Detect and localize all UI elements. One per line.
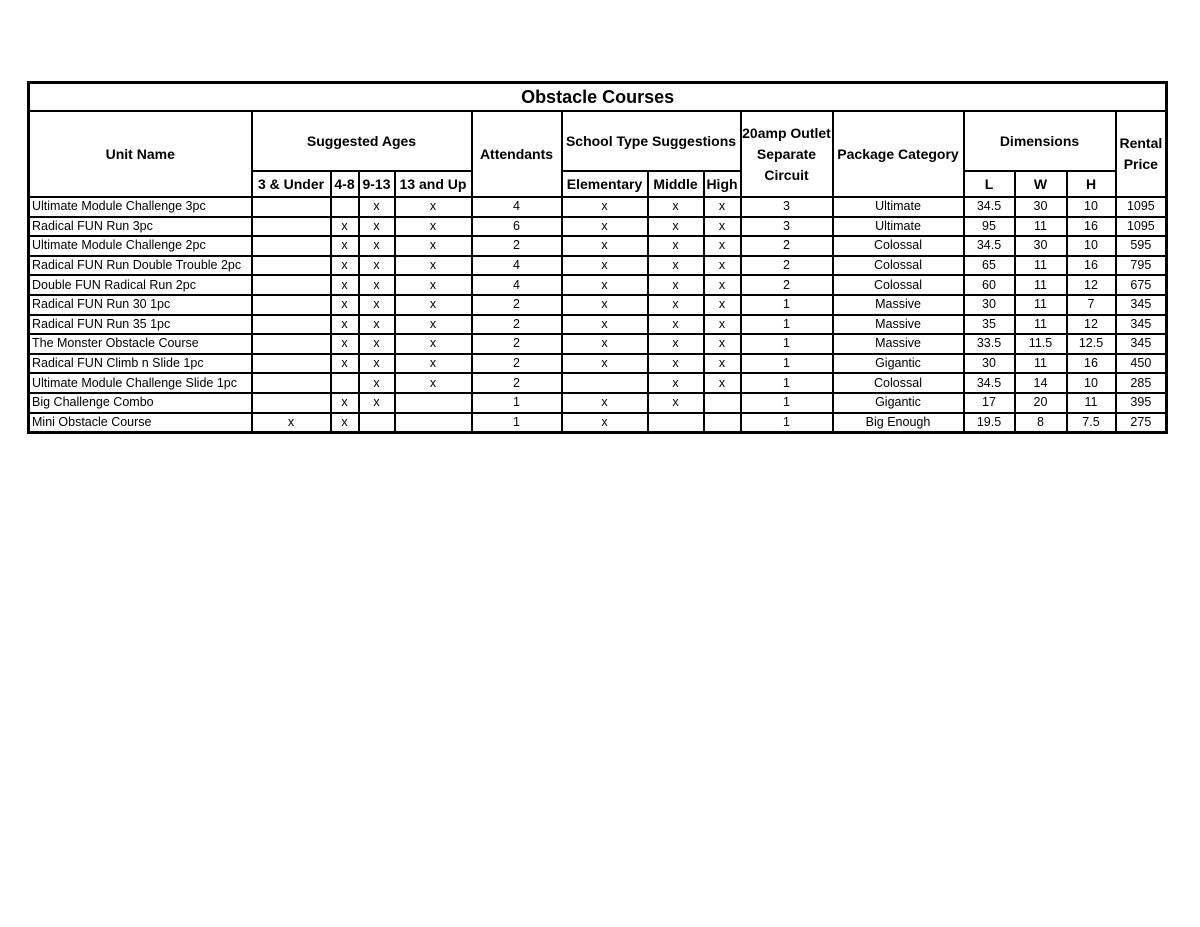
cell-age-9-13: x <box>359 393 395 413</box>
cell-outlet: 1 <box>741 354 833 374</box>
cell-H: 7.5 <box>1067 413 1116 433</box>
cell-age-3-under <box>252 217 331 237</box>
cell-elementary: x <box>562 197 648 217</box>
cell-package: Massive <box>833 295 964 315</box>
header-length: L <box>964 171 1015 197</box>
cell-package: Ultimate <box>833 217 964 237</box>
cell-outlet: 3 <box>741 197 833 217</box>
cell-W: 20 <box>1015 393 1067 413</box>
cell-name: Ultimate Module Challenge 2pc <box>29 236 252 256</box>
cell-age-3-under <box>252 236 331 256</box>
cell-L: 30 <box>964 354 1015 374</box>
cell-package: Colossal <box>833 256 964 276</box>
cell-W: 11 <box>1015 354 1067 374</box>
cell-name: The Monster Obstacle Course <box>29 334 252 354</box>
cell-outlet: 1 <box>741 413 833 433</box>
cell-middle <box>648 413 704 433</box>
table-row <box>29 393 1167 413</box>
cell-age-9-13: x <box>359 295 395 315</box>
cell-price: 275 <box>1116 413 1167 433</box>
cell-age-13-up: x <box>395 295 472 315</box>
cell-package: Gigantic <box>833 393 964 413</box>
cell-price: 285 <box>1116 373 1167 393</box>
cell-age-4-8: x <box>331 315 359 335</box>
cell-age-9-13: x <box>359 334 395 354</box>
cell-package: Colossal <box>833 275 964 295</box>
cell-age-3-under <box>252 393 331 413</box>
cell-age-4-8: x <box>331 413 359 433</box>
header-package-category: Package Category <box>833 111 964 197</box>
cell-elementary: x <box>562 393 648 413</box>
cell-age-13-up: x <box>395 315 472 335</box>
cell-L: 19.5 <box>964 413 1015 433</box>
cell-age-9-13: x <box>359 354 395 374</box>
cell-elementary <box>562 373 648 393</box>
cell-attendants: 1 <box>472 413 562 433</box>
cell-package: Massive <box>833 334 964 354</box>
cell-elementary: x <box>562 334 648 354</box>
cell-price: 675 <box>1116 275 1167 295</box>
cell-age-3-under <box>252 275 331 295</box>
cell-age-4-8: x <box>331 393 359 413</box>
cell-age-3-under <box>252 334 331 354</box>
table-row <box>29 373 1167 393</box>
cell-outlet: 3 <box>741 217 833 237</box>
cell-name: Mini Obstacle Course <box>29 413 252 433</box>
header-school-type: School Type Suggestions <box>562 111 741 171</box>
cell-attendants: 2 <box>472 295 562 315</box>
cell-price: 345 <box>1116 315 1167 335</box>
cell-name: Radical FUN Climb n Slide 1pc <box>29 354 252 374</box>
table-row <box>29 217 1167 237</box>
header-width: W <box>1015 171 1067 197</box>
cell-middle: x <box>648 236 704 256</box>
cell-package: Big Enough <box>833 413 964 433</box>
cell-age-4-8: x <box>331 275 359 295</box>
cell-L: 95 <box>964 217 1015 237</box>
cell-name: Radical FUN Run Double Trouble 2pc <box>29 256 252 276</box>
cell-high: x <box>704 275 741 295</box>
header-outlet: 20amp Outlet Separate Circuit <box>741 111 833 197</box>
cell-high: x <box>704 373 741 393</box>
cell-elementary: x <box>562 275 648 295</box>
cell-attendants: 1 <box>472 393 562 413</box>
cell-price: 1095 <box>1116 217 1167 237</box>
cell-L: 34.5 <box>964 197 1015 217</box>
cell-H: 16 <box>1067 354 1116 374</box>
cell-age-9-13: x <box>359 315 395 335</box>
header-age-9-13: 9-13 <box>359 171 395 197</box>
cell-H: 11 <box>1067 393 1116 413</box>
cell-age-3-under <box>252 373 331 393</box>
cell-L: 17 <box>964 393 1015 413</box>
table-row <box>29 354 1167 374</box>
cell-attendants: 6 <box>472 217 562 237</box>
cell-L: 65 <box>964 256 1015 276</box>
cell-age-13-up: x <box>395 197 472 217</box>
cell-W: 11.5 <box>1015 334 1067 354</box>
cell-H: 7 <box>1067 295 1116 315</box>
cell-middle: x <box>648 373 704 393</box>
cell-name: Double FUN Radical Run 2pc <box>29 275 252 295</box>
cell-outlet: 2 <box>741 256 833 276</box>
cell-price: 450 <box>1116 354 1167 374</box>
cell-elementary: x <box>562 295 648 315</box>
cell-age-4-8: x <box>331 256 359 276</box>
cell-high: x <box>704 197 741 217</box>
cell-age-9-13: x <box>359 256 395 276</box>
cell-middle: x <box>648 315 704 335</box>
cell-H: 16 <box>1067 256 1116 276</box>
cell-attendants: 4 <box>472 256 562 276</box>
cell-age-4-8 <box>331 373 359 393</box>
cell-age-3-under <box>252 197 331 217</box>
cell-high: x <box>704 334 741 354</box>
cell-age-13-up: x <box>395 256 472 276</box>
cell-W: 11 <box>1015 275 1067 295</box>
cell-H: 12 <box>1067 275 1116 295</box>
cell-high: x <box>704 354 741 374</box>
cell-name: Radical FUN Run 30 1pc <box>29 295 252 315</box>
cell-W: 30 <box>1015 197 1067 217</box>
cell-outlet: 1 <box>741 315 833 335</box>
cell-middle: x <box>648 256 704 276</box>
header-middle: Middle <box>648 171 704 197</box>
cell-age-3-under <box>252 315 331 335</box>
cell-age-13-up: x <box>395 373 472 393</box>
cell-high: x <box>704 217 741 237</box>
table-row <box>29 256 1167 276</box>
table-row <box>29 295 1167 315</box>
header-high: High <box>704 171 741 197</box>
cell-L: 30 <box>964 295 1015 315</box>
cell-package: Massive <box>833 315 964 335</box>
cell-age-3-under <box>252 295 331 315</box>
obstacle-courses-table <box>27 81 1168 434</box>
cell-H: 16 <box>1067 217 1116 237</box>
cell-outlet: 1 <box>741 373 833 393</box>
cell-attendants: 4 <box>472 197 562 217</box>
cell-age-13-up: x <box>395 354 472 374</box>
cell-L: 33.5 <box>964 334 1015 354</box>
cell-package: Ultimate <box>833 197 964 217</box>
cell-high: x <box>704 256 741 276</box>
header-elementary: Elementary <box>562 171 648 197</box>
cell-elementary: x <box>562 236 648 256</box>
cell-age-13-up: x <box>395 334 472 354</box>
cell-elementary: x <box>562 256 648 276</box>
header-attendants: Attendants <box>472 111 562 197</box>
header-age-3-under: 3 & Under <box>252 171 331 197</box>
cell-age-9-13: x <box>359 217 395 237</box>
table-body <box>29 197 1167 433</box>
cell-middle: x <box>648 275 704 295</box>
table-row <box>29 236 1167 256</box>
table-row <box>29 197 1167 217</box>
cell-price: 1095 <box>1116 197 1167 217</box>
cell-outlet: 1 <box>741 295 833 315</box>
cell-H: 10 <box>1067 236 1116 256</box>
cell-package: Colossal <box>833 373 964 393</box>
cell-H: 12 <box>1067 315 1116 335</box>
cell-attendants: 2 <box>472 236 562 256</box>
cell-age-9-13: x <box>359 236 395 256</box>
cell-L: 35 <box>964 315 1015 335</box>
table-row <box>29 413 1167 433</box>
cell-price: 345 <box>1116 334 1167 354</box>
table-title: Obstacle Courses <box>29 83 1167 112</box>
cell-age-4-8: x <box>331 354 359 374</box>
cell-age-13-up: x <box>395 217 472 237</box>
header-dimensions: Dimensions <box>964 111 1116 171</box>
cell-elementary: x <box>562 354 648 374</box>
cell-age-3-under: x <box>252 413 331 433</box>
cell-middle: x <box>648 354 704 374</box>
cell-name: Radical FUN Run 35 1pc <box>29 315 252 335</box>
cell-attendants: 2 <box>472 334 562 354</box>
cell-name: Ultimate Module Challenge 3pc <box>29 197 252 217</box>
cell-elementary: x <box>562 217 648 237</box>
cell-outlet: 2 <box>741 236 833 256</box>
cell-age-4-8: x <box>331 295 359 315</box>
cell-middle: x <box>648 197 704 217</box>
cell-name: Radical FUN Run 3pc <box>29 217 252 237</box>
cell-age-3-under <box>252 354 331 374</box>
cell-price: 345 <box>1116 295 1167 315</box>
cell-age-4-8: x <box>331 334 359 354</box>
cell-elementary: x <box>562 413 648 433</box>
cell-W: 11 <box>1015 217 1067 237</box>
cell-age-13-up: x <box>395 236 472 256</box>
cell-package: Colossal <box>833 236 964 256</box>
cell-age-13-up: x <box>395 275 472 295</box>
header-age-13-up: 13 and Up <box>395 171 472 197</box>
cell-package: Gigantic <box>833 354 964 374</box>
header-suggested-ages: Suggested Ages <box>252 111 472 171</box>
cell-name: Ultimate Module Challenge Slide 1pc <box>29 373 252 393</box>
cell-age-13-up <box>395 393 472 413</box>
cell-high <box>704 393 741 413</box>
cell-H: 10 <box>1067 197 1116 217</box>
cell-L: 34.5 <box>964 373 1015 393</box>
cell-W: 30 <box>1015 236 1067 256</box>
cell-price: 595 <box>1116 236 1167 256</box>
cell-high: x <box>704 295 741 315</box>
cell-W: 11 <box>1015 315 1067 335</box>
cell-high: x <box>704 315 741 335</box>
cell-age-9-13 <box>359 413 395 433</box>
cell-attendants: 2 <box>472 315 562 335</box>
cell-outlet: 1 <box>741 334 833 354</box>
cell-middle: x <box>648 217 704 237</box>
cell-H: 12.5 <box>1067 334 1116 354</box>
cell-outlet: 1 <box>741 393 833 413</box>
cell-high: x <box>704 236 741 256</box>
cell-age-4-8: x <box>331 217 359 237</box>
cell-attendants: 4 <box>472 275 562 295</box>
header-age-4-8: 4-8 <box>331 171 359 197</box>
cell-middle: x <box>648 295 704 315</box>
cell-L: 34.5 <box>964 236 1015 256</box>
table-row <box>29 275 1167 295</box>
cell-price: 795 <box>1116 256 1167 276</box>
cell-age-9-13: x <box>359 373 395 393</box>
cell-high <box>704 413 741 433</box>
cell-H: 10 <box>1067 373 1116 393</box>
cell-attendants: 2 <box>472 373 562 393</box>
cell-middle: x <box>648 393 704 413</box>
header-height: H <box>1067 171 1116 197</box>
header-unit-name: Unit Name <box>29 111 252 197</box>
cell-age-9-13: x <box>359 197 395 217</box>
cell-W: 8 <box>1015 413 1067 433</box>
cell-age-4-8: x <box>331 236 359 256</box>
table-row <box>29 315 1167 335</box>
cell-W: 14 <box>1015 373 1067 393</box>
cell-age-9-13: x <box>359 275 395 295</box>
cell-attendants: 2 <box>472 354 562 374</box>
table-row <box>29 334 1167 354</box>
cell-W: 11 <box>1015 256 1067 276</box>
cell-middle: x <box>648 334 704 354</box>
cell-age-3-under <box>252 256 331 276</box>
cell-name: Big Challenge Combo <box>29 393 252 413</box>
cell-elementary: x <box>562 315 648 335</box>
cell-outlet: 2 <box>741 275 833 295</box>
cell-L: 60 <box>964 275 1015 295</box>
cell-age-13-up <box>395 413 472 433</box>
header-rental-price: Rental Price <box>1116 111 1167 197</box>
cell-price: 395 <box>1116 393 1167 413</box>
cell-W: 11 <box>1015 295 1067 315</box>
cell-age-4-8 <box>331 197 359 217</box>
